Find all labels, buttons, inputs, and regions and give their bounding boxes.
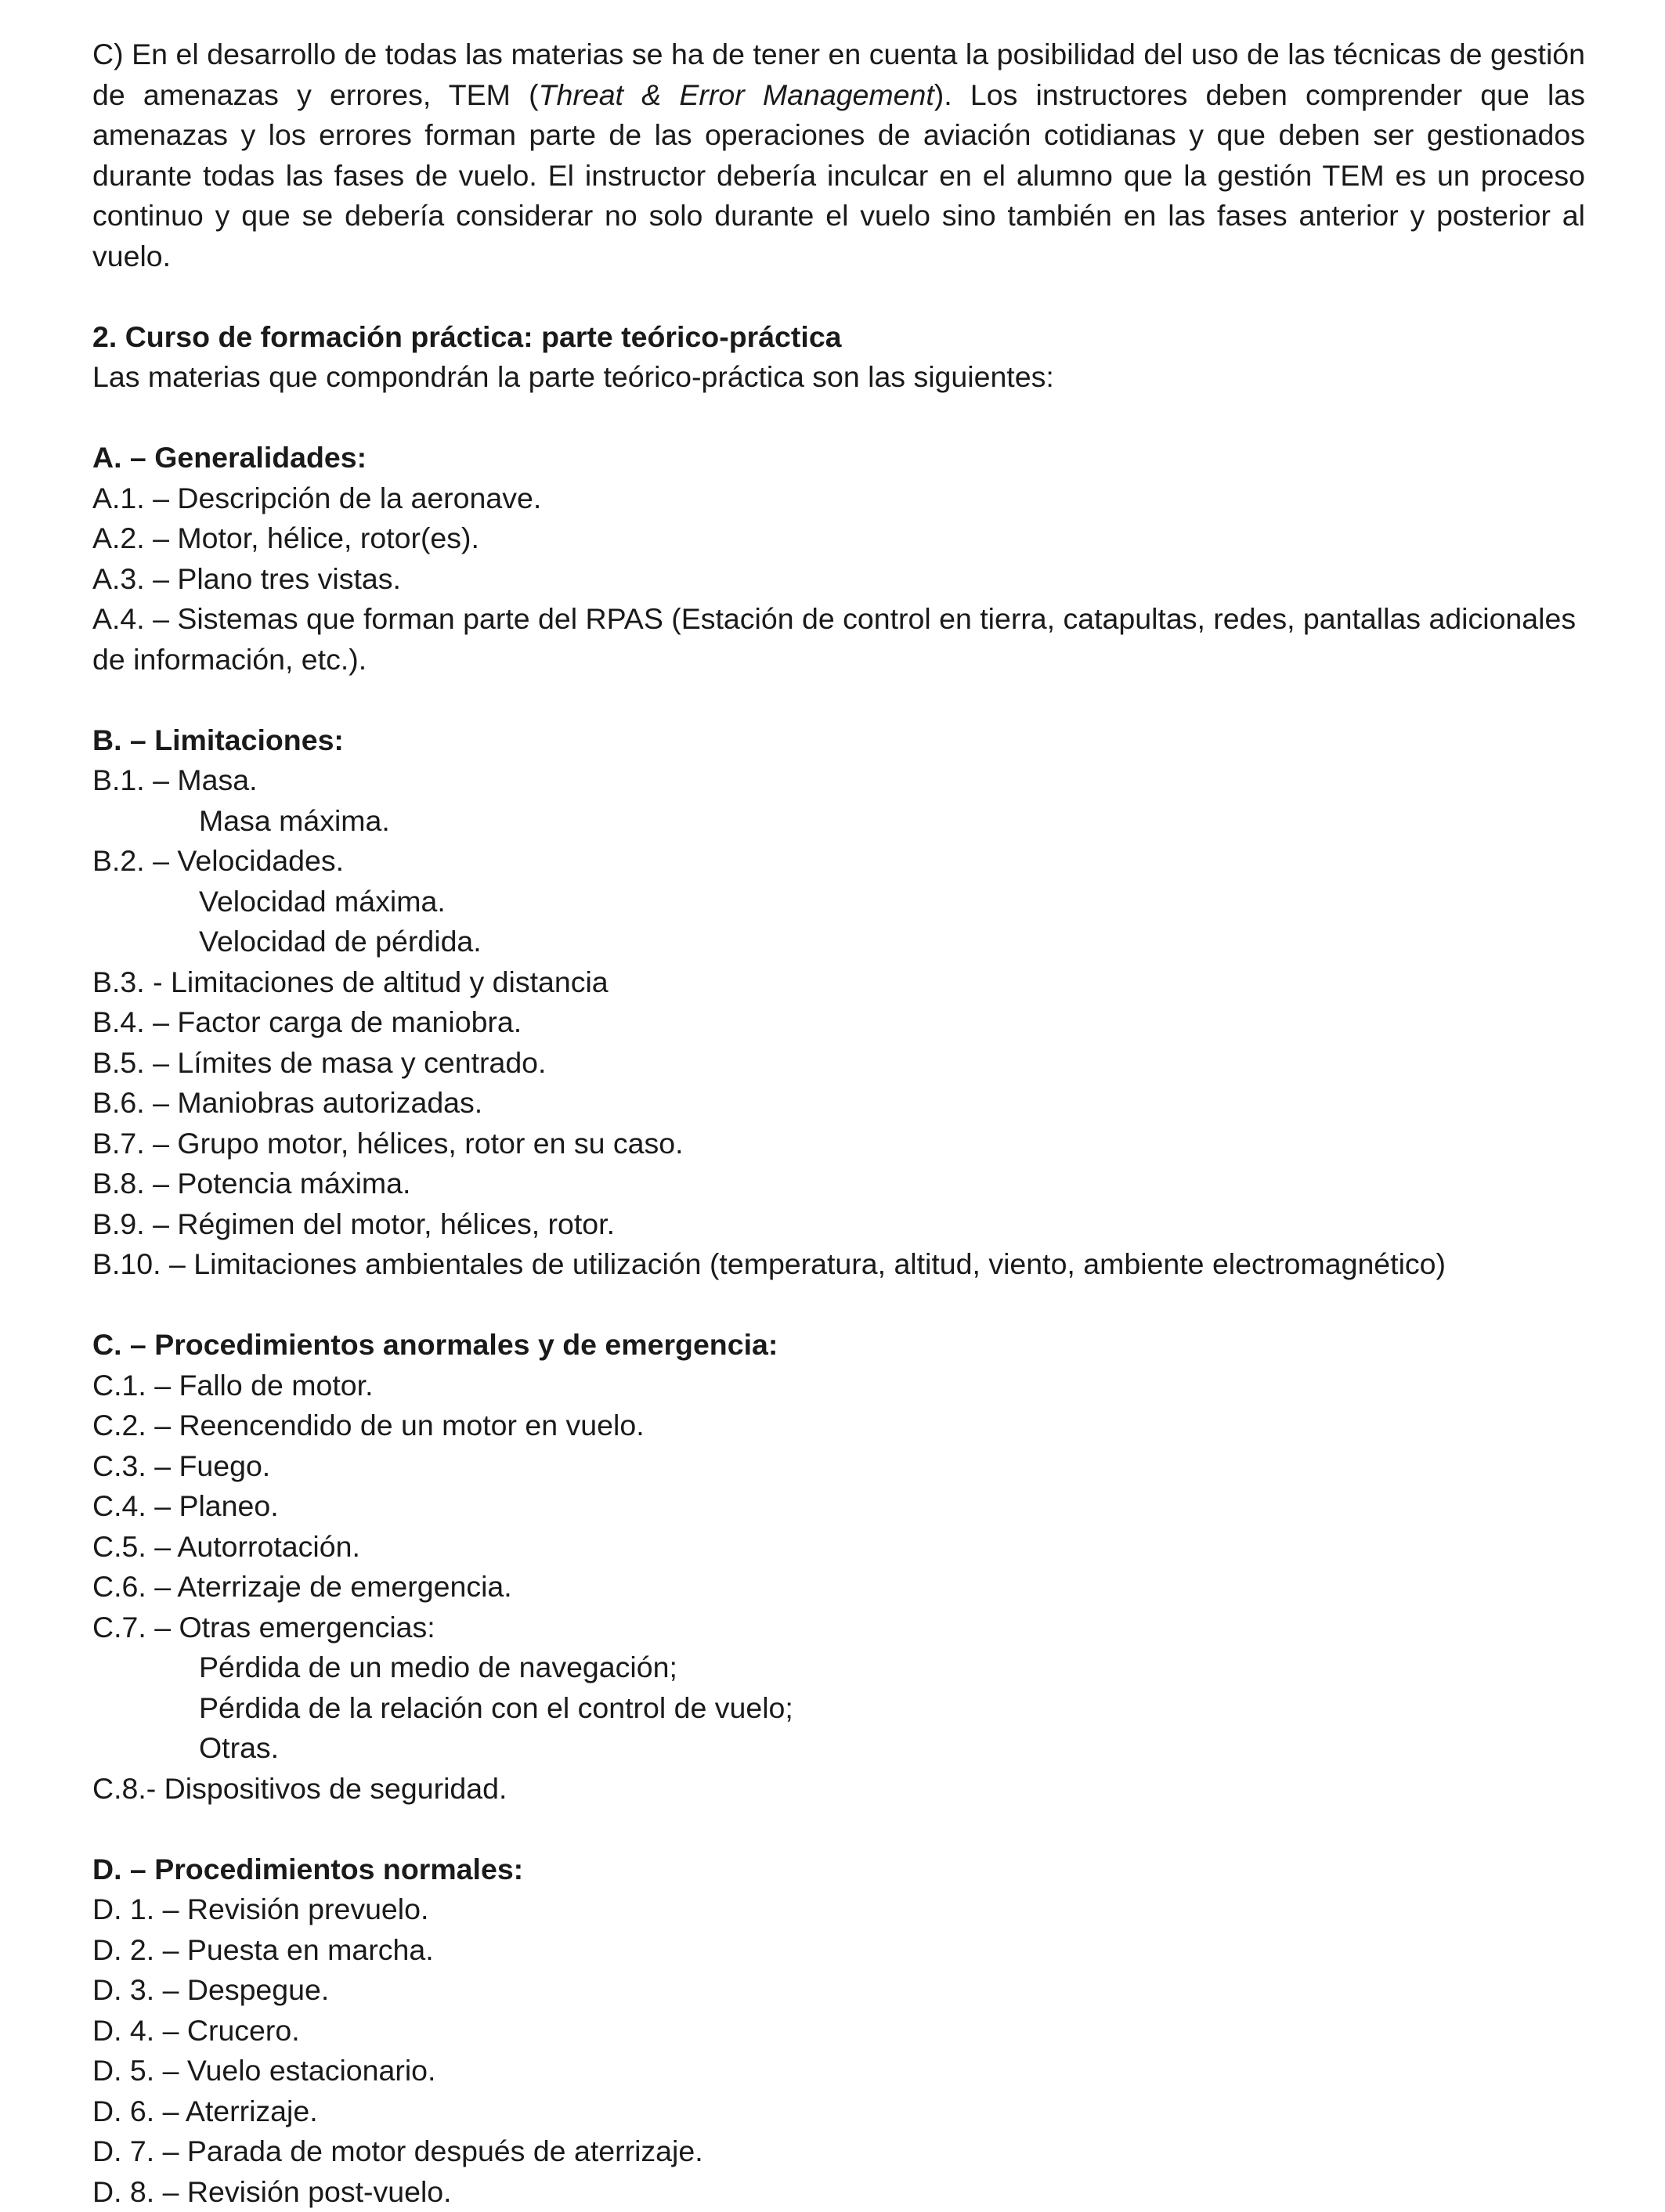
spacer (92, 276, 1585, 317)
section-heading: C. – Procedimientos anormales y de emergencia: (92, 1325, 1585, 1366)
list-item: C.6. – Aterrizaje de emergencia. (92, 1567, 1585, 1608)
list-item: C.3. – Fuego. (92, 1446, 1585, 1487)
list-subitem: Masa máxima. (92, 801, 1585, 842)
intro-text-start: C) En el desarrollo de todas las materias se ha de tener en cuenta la posibilidad del uso de las técnicas de gestión de amenazas y errores, TEM ( (92, 38, 1585, 111)
list-item: C.4. – Planeo. (92, 1486, 1585, 1527)
list-item: B.3. - Limitaciones de altitud y distancia (92, 962, 1585, 1003)
list-subitem: Pérdida de un medio de navegación; (92, 1647, 1585, 1688)
list-subitem: Velocidad de pérdida. (92, 922, 1585, 962)
list-item: B.10. – Limitaciones ambientales de utilización (temperatura, altitud, viento, ambiente electromagnético) (92, 1244, 1585, 1285)
list-item: B.2. – Velocidades. (92, 841, 1585, 882)
document-page (92, 34, 1585, 2212)
list-item: D. 6. – Aterrizaje. (92, 2091, 1585, 2132)
list-subitem: Otras. (92, 1728, 1585, 1769)
list-subitem: Pérdida de la relación con el control de vuelo; (92, 1688, 1585, 1729)
list-item: C.8.- Dispositivos de seguridad. (92, 1769, 1585, 1810)
spacer (92, 1809, 1585, 1849)
spacer (92, 680, 1585, 720)
list-item: C.2. – Reencendido de un motor en vuelo. (92, 1406, 1585, 1446)
list-item: C.5. – Autorrotación. (92, 1527, 1585, 1568)
list-item: A.3. – Plano tres vistas. (92, 559, 1585, 600)
list-subitem: Velocidad máxima. (92, 882, 1585, 922)
section-heading: B. – Limitaciones: (92, 720, 1585, 761)
list-item: D. 1. – Revisión prevuelo. (92, 1889, 1585, 1930)
course-subtitle: Las materias que compondrán la parte teórico-práctica son las siguientes: (92, 357, 1585, 398)
list-item: B.1. – Masa. (92, 760, 1585, 801)
course-heading: 2. Curso de formación práctica: parte teórico-práctica (92, 317, 1585, 358)
spacer (92, 1285, 1585, 1326)
list-item: B.4. – Factor carga de maniobra. (92, 1002, 1585, 1043)
list-item: D. 7. – Parada de motor después de aterrizaje. (92, 2131, 1585, 2172)
list-item: A.2. – Motor, hélice, rotor(es). (92, 518, 1585, 559)
intro-paragraph (92, 34, 1585, 276)
list-item: C.1. – Fallo de motor. (92, 1366, 1585, 1406)
list-item: B.7. – Grupo motor, hélices, rotor en su caso. (92, 1124, 1585, 1164)
list-item: B.6. – Maniobras autorizadas. (92, 1083, 1585, 1124)
list-item: D. 2. – Puesta en marcha. (92, 1930, 1585, 1971)
section-heading: D. – Procedimientos normales: (92, 1849, 1585, 1890)
list-item: D. 5. – Vuelo estacionario. (92, 2051, 1585, 2091)
list-item: A.1. – Descripción de la aeronave. (92, 478, 1585, 519)
sections-container (92, 398, 1585, 2212)
intro-text-end: ). Los instructores deben comprender que las amenazas y los errores forman parte de las operaciones de aviación cotidianas y que deben ser gestionados durante todas las fases de vuelo. El instructor debería inculcar en el alumno que la gestión TEM es un proceso continuo y que se debería considerar no solo durante el vuelo sino también en las fases anterior y posterior al vuelo. (92, 78, 1585, 272)
list-item: C.7. – Otras emergencias: (92, 1608, 1585, 1648)
spacer (92, 398, 1585, 438)
list-item: A.4. – Sistemas que forman parte del RPAS (Estación de control en tierra, catapultas, redes, pantallas adicionales de información, etc.). (92, 599, 1585, 680)
list-item: B.5. – Límites de masa y centrado. (92, 1043, 1585, 1084)
list-item: B.8. – Potencia máxima. (92, 1164, 1585, 1204)
list-item: D. 3. – Despegue. (92, 1970, 1585, 2011)
list-item: B.9. – Régimen del motor, hélices, rotor. (92, 1204, 1585, 1245)
list-item: D. 8. – Revisión post-vuelo. (92, 2172, 1585, 2212)
list-item: D. 4. – Crucero. (92, 2011, 1585, 2051)
intro-text-italic: Threat & Error Management (539, 78, 934, 111)
section-heading: A. – Generalidades: (92, 438, 1585, 478)
